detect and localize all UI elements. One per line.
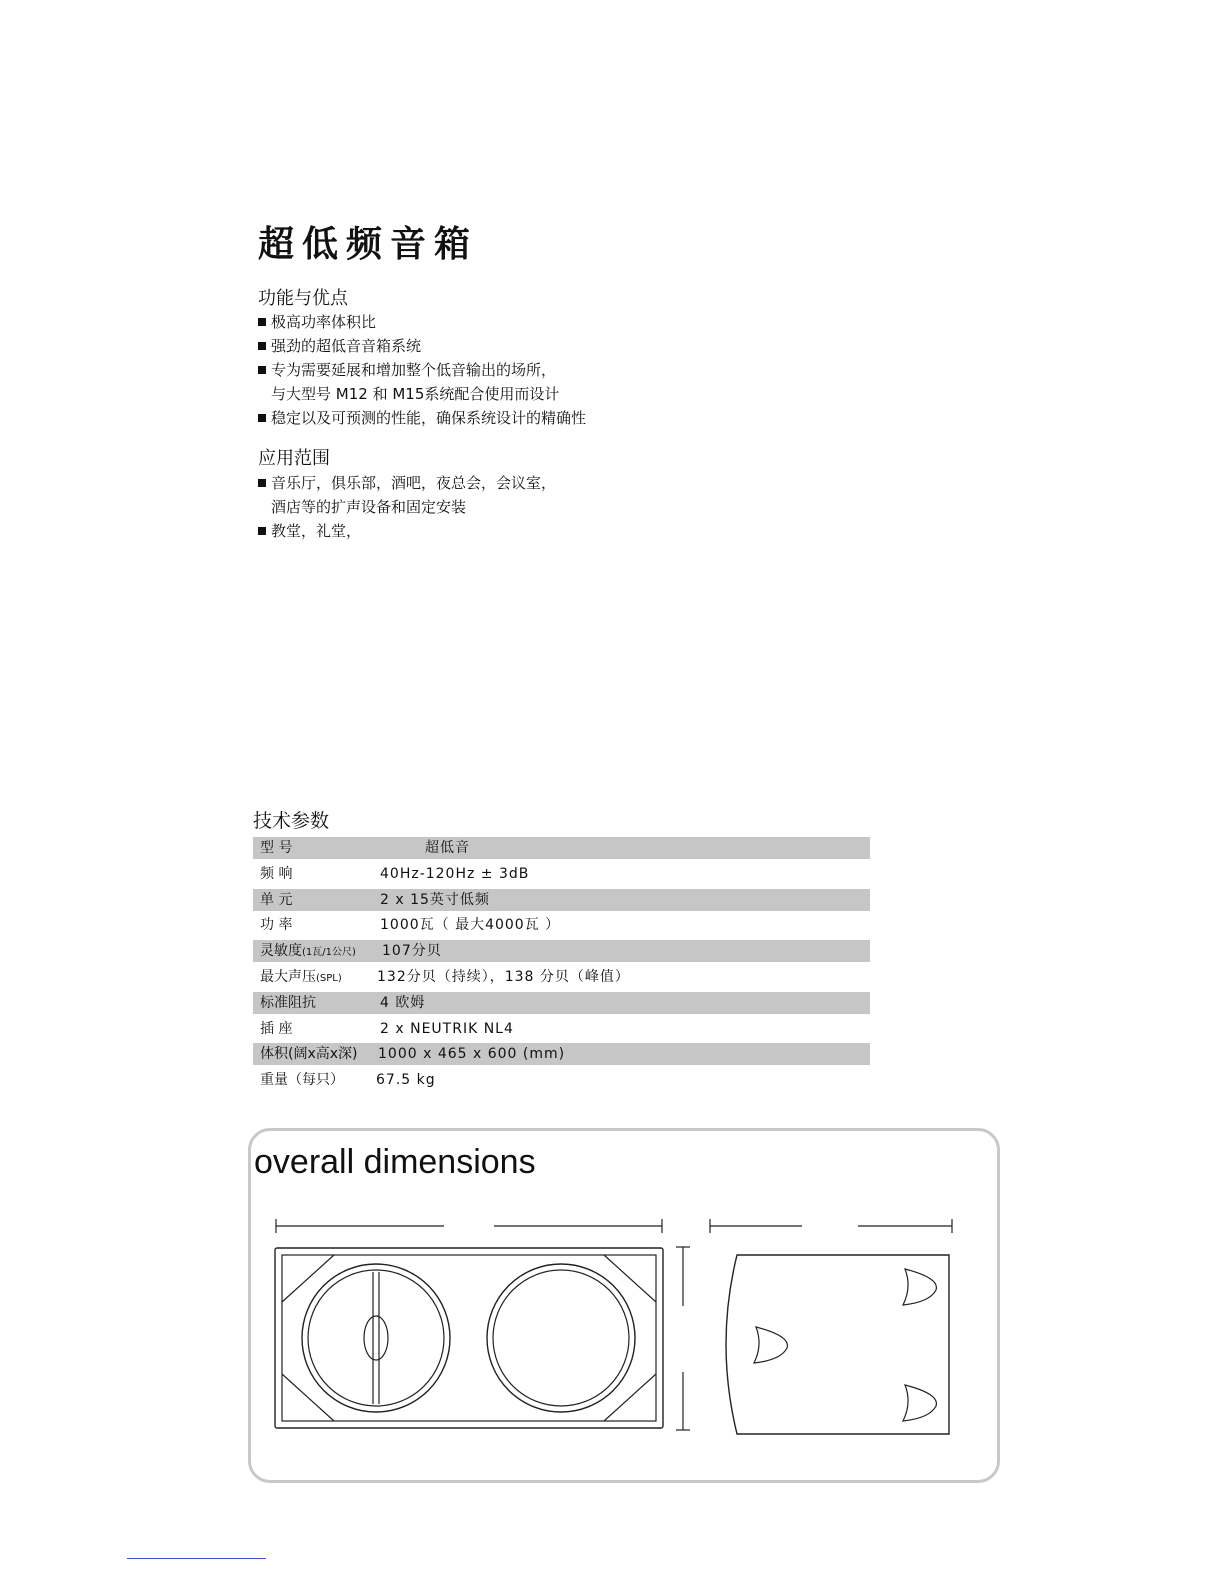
- list-item: 极高功率体积比: [258, 310, 586, 334]
- table-row: 体积(阔x高x深) 1000 x 465 x 600 (mm): [253, 1043, 870, 1065]
- table-row: 标准阻抗 4 欧姆: [253, 992, 870, 1014]
- dimensions-title: overall dimensions: [254, 1143, 536, 1181]
- specs-heading: 技术参数: [253, 810, 330, 832]
- list-item: 专为需要延展和增加整个低音输出的场所， 与大型号 M12 和 M15系统配合使用而设计: [258, 358, 586, 406]
- handle-icon: [754, 1327, 787, 1363]
- table-row: 最大声压(SPL) 132分贝（持续），138 分贝（峰值）: [260, 968, 630, 985]
- table-row: 单 元 2 x 15英寸低频: [253, 889, 870, 911]
- front-width-dimension-line: [276, 1219, 662, 1233]
- footer-link-underline: [127, 1558, 266, 1559]
- table-row: 重量（每只） 67.5 kg: [260, 1072, 436, 1089]
- table-row: 频 响 40Hz-120Hz ± 3dB: [260, 865, 530, 882]
- handle-icon: [903, 1385, 936, 1421]
- list-item: 稳定以及可预测的性能，确保系统设计的精确性: [258, 406, 586, 430]
- front-view: [275, 1248, 663, 1428]
- list-item: 强劲的超低音音箱系统: [258, 334, 586, 358]
- page-title: 超低频音箱: [258, 224, 479, 265]
- side-depth-dimension-line: [710, 1219, 952, 1233]
- features-heading: 功能与优点: [258, 288, 348, 309]
- table-row: 型 号 超低音: [253, 837, 870, 859]
- list-item: 音乐厅，俱乐部，酒吧，夜总会，会议室， 酒店等的扩声设备和固定安装: [258, 471, 556, 519]
- applications-heading: 应用范围: [258, 448, 330, 469]
- table-row: 灵敏度(1瓦/1公尺) 107分贝: [253, 940, 870, 962]
- height-dimension-line: [676, 1247, 690, 1430]
- table-row: 插 座 2 x NEUTRIK NL4: [260, 1020, 514, 1037]
- table-row: 功 率 1000瓦（ 最大4000瓦 ）: [260, 917, 561, 934]
- list-item: 教堂，礼堂，: [258, 519, 556, 543]
- side-view: [726, 1255, 949, 1434]
- handle-icon: [903, 1269, 936, 1305]
